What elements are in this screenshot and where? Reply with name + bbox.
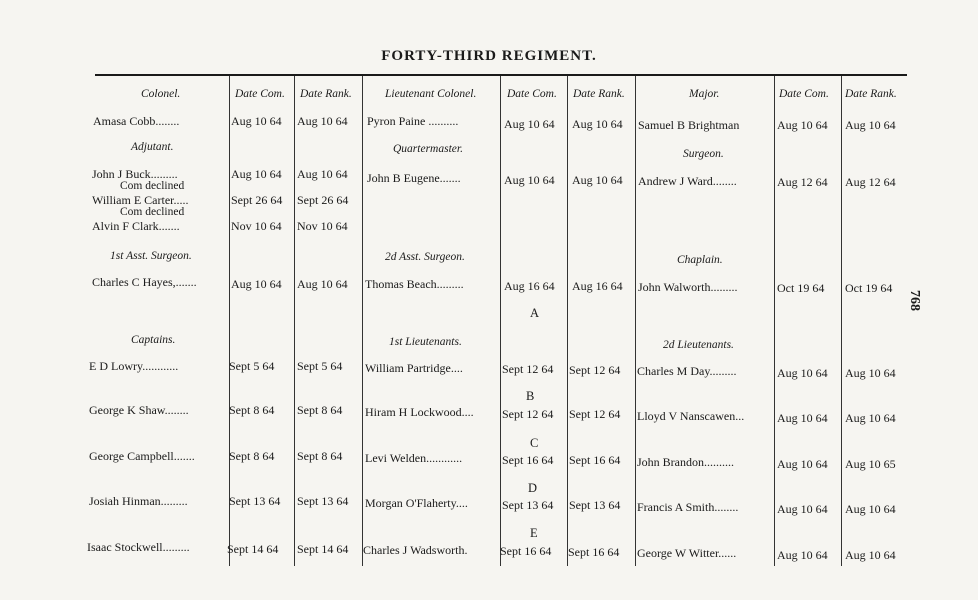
adjutant-name: Alvin F Clark.......	[92, 219, 180, 233]
second-lt-date-rank: Aug 10 64	[845, 502, 896, 516]
captain-date-com: Sept 13 64	[229, 494, 281, 508]
second-lt-name: Charles M Day.........	[637, 364, 737, 378]
captain-name: George K Shaw........	[89, 403, 189, 417]
header-rule	[95, 74, 907, 76]
section-surgeon: Surgeon.	[683, 148, 724, 160]
company-letter: A	[530, 306, 540, 320]
column-divider	[635, 76, 636, 566]
company-letter: D	[528, 481, 538, 495]
lt-colonel-name: Pyron Paine ..........	[367, 114, 459, 128]
first-lt-date-com: Sept 16 64	[502, 453, 554, 467]
first-asst-surgeon-name: Charles C Hayes,.......	[92, 275, 197, 289]
second-lt-date-com: Aug 10 64	[777, 411, 828, 425]
column-divider	[774, 76, 775, 566]
section-chaplain: Chaplain.	[677, 254, 723, 266]
lt-colonel-date-com: Aug 10 64	[504, 117, 555, 131]
header-lieutenant-colonel: Lieutenant Colonel.	[385, 88, 477, 100]
colonel-date-rank: Aug 10 64	[297, 114, 348, 128]
second-lt-date-com: Aug 10 64	[777, 502, 828, 516]
surgeon-date-com: Aug 12 64	[777, 175, 828, 189]
page-number: 768	[907, 290, 922, 311]
first-lt-name: Levi Welden............	[365, 451, 463, 465]
colonel-date-com: Aug 10 64	[231, 114, 282, 128]
second-lt-date-com: Aug 10 64	[777, 548, 828, 562]
column-divider	[229, 76, 230, 566]
column-divider	[841, 76, 842, 566]
first-asst-surgeon-date-rank: Aug 10 64	[297, 277, 348, 291]
chaplain-date-rank: Oct 19 64	[845, 281, 893, 295]
second-lt-date-rank: Aug 10 64	[845, 548, 896, 562]
major-name: Samuel B Brightman	[638, 118, 740, 132]
second-lt-date-com: Aug 10 64	[777, 457, 828, 471]
captain-date-com: Sept 8 64	[229, 403, 275, 417]
first-asst-surgeon-date-com: Aug 10 64	[231, 277, 282, 291]
second-lt-date-com: Aug 10 64	[777, 366, 828, 380]
company-letter: B	[526, 389, 535, 403]
colonel-name: Amasa Cobb........	[93, 114, 180, 128]
second-lt-name: Francis A Smith........	[637, 500, 739, 514]
section-first-lieutenants: 1st Lieutenants.	[389, 336, 462, 348]
column-divider	[500, 76, 501, 566]
column-divider	[294, 76, 295, 566]
first-lt-name: William Partridge....	[365, 361, 463, 375]
adjutant-date-com: Nov 10 64	[231, 219, 282, 233]
first-lt-date-com: Sept 13 64	[502, 498, 554, 512]
header-date-com: Date Com.	[507, 88, 557, 100]
first-lt-name: Morgan O'Flaherty....	[365, 496, 468, 510]
first-lt-date-rank: Sept 16 64	[569, 453, 621, 467]
section-quartermaster: Quartermaster.	[393, 143, 463, 155]
captain-date-rank: Sept 14 64	[297, 542, 349, 556]
first-lt-date-rank: Sept 12 64	[569, 407, 621, 421]
first-lt-name: Charles J Wadsworth.	[363, 543, 468, 557]
header-date-rank: Date Rank.	[300, 88, 352, 100]
second-asst-surgeon-date-rank: Aug 16 64	[572, 279, 623, 293]
quartermaster-date-rank: Aug 10 64	[572, 173, 623, 187]
header-date-rank: Date Rank.	[573, 88, 625, 100]
adjutant-name: William E Carter.....	[92, 193, 189, 207]
surgeon-name: Andrew J Ward........	[638, 174, 737, 188]
adjutant-date-rank: Nov 10 64	[297, 219, 348, 233]
captain-date-rank: Sept 8 64	[297, 403, 343, 417]
column-divider	[362, 76, 363, 566]
first-lt-date-rank: Sept 13 64	[569, 498, 621, 512]
adjutant-name: John J Buck.........	[92, 167, 178, 181]
first-lt-date-rank: Sept 16 64	[568, 545, 620, 559]
captain-date-rank: Sept 13 64	[297, 494, 349, 508]
column-divider	[567, 76, 568, 566]
captain-date-com: Sept 8 64	[229, 449, 275, 463]
chaplain-name: John Walworth.........	[638, 280, 738, 294]
adjutant-note: Com declined	[120, 180, 185, 192]
company-letter: E	[530, 526, 538, 540]
second-lt-name: Lloyd V Nanscawen...	[637, 409, 745, 423]
second-lt-date-rank: Aug 10 64	[845, 366, 896, 380]
second-asst-surgeon-date-com: Aug 16 64	[504, 279, 555, 293]
header-date-com: Date Com.	[235, 88, 285, 100]
first-lt-date-com: Sept 12 64	[502, 407, 554, 421]
lt-colonel-date-rank: Aug 10 64	[572, 117, 623, 131]
adjutant-date-com: Aug 10 64	[231, 167, 282, 181]
second-lt-date-rank: Aug 10 64	[845, 411, 896, 425]
captain-date-com: Sept 14 64	[227, 542, 279, 556]
second-lt-name: George W Witter......	[637, 546, 737, 560]
section-first-asst-surgeon: 1st Asst. Surgeon.	[110, 250, 192, 262]
captain-name: E D Lowry............	[89, 359, 179, 373]
chaplain-date-com: Oct 19 64	[777, 281, 825, 295]
adjutant-date-rank: Aug 10 64	[297, 167, 348, 181]
adjutant-date-com: Sept 26 64	[231, 193, 283, 207]
second-lt-name: John Brandon..........	[637, 455, 734, 469]
second-asst-surgeon-name: Thomas Beach.........	[365, 277, 464, 291]
first-lt-name: Hiram H Lockwood....	[365, 405, 474, 419]
surgeon-date-rank: Aug 12 64	[845, 175, 896, 189]
captain-date-rank: Sept 5 64	[297, 359, 343, 373]
page-title: FORTY-THIRD REGIMENT.	[381, 48, 597, 64]
header-colonel: Colonel.	[141, 88, 181, 100]
company-letter: C	[530, 436, 539, 450]
section-adjutant: Adjutant.	[131, 141, 174, 153]
adjutant-date-rank: Sept 26 64	[297, 193, 349, 207]
first-lt-date-com: Sept 12 64	[502, 362, 554, 376]
captain-date-rank: Sept 8 64	[297, 449, 343, 463]
header-date-rank: Date Rank.	[845, 88, 897, 100]
first-lt-date-com: Sept 16 64	[500, 544, 552, 558]
captain-name: George Campbell.......	[89, 449, 195, 463]
quartermaster-date-com: Aug 10 64	[504, 173, 555, 187]
section-second-asst-surgeon: 2d Asst. Surgeon.	[385, 251, 465, 263]
captain-name: Josiah Hinman.........	[89, 494, 188, 508]
captain-name: Isaac Stockwell.........	[87, 540, 190, 554]
adjutant-note: Com declined	[120, 206, 185, 218]
section-captains: Captains.	[131, 334, 176, 346]
second-lt-date-rank: Aug 10 65	[845, 457, 896, 471]
first-lt-date-rank: Sept 12 64	[569, 363, 621, 377]
section-second-lieutenants: 2d Lieutenants.	[663, 339, 734, 351]
quartermaster-name: John B Eugene.......	[367, 171, 461, 185]
header-date-com: Date Com.	[779, 88, 829, 100]
captain-date-com: Sept 5 64	[229, 359, 275, 373]
major-date-rank: Aug 10 64	[845, 118, 896, 132]
major-date-com: Aug 10 64	[777, 118, 828, 132]
header-major: Major.	[689, 88, 720, 100]
